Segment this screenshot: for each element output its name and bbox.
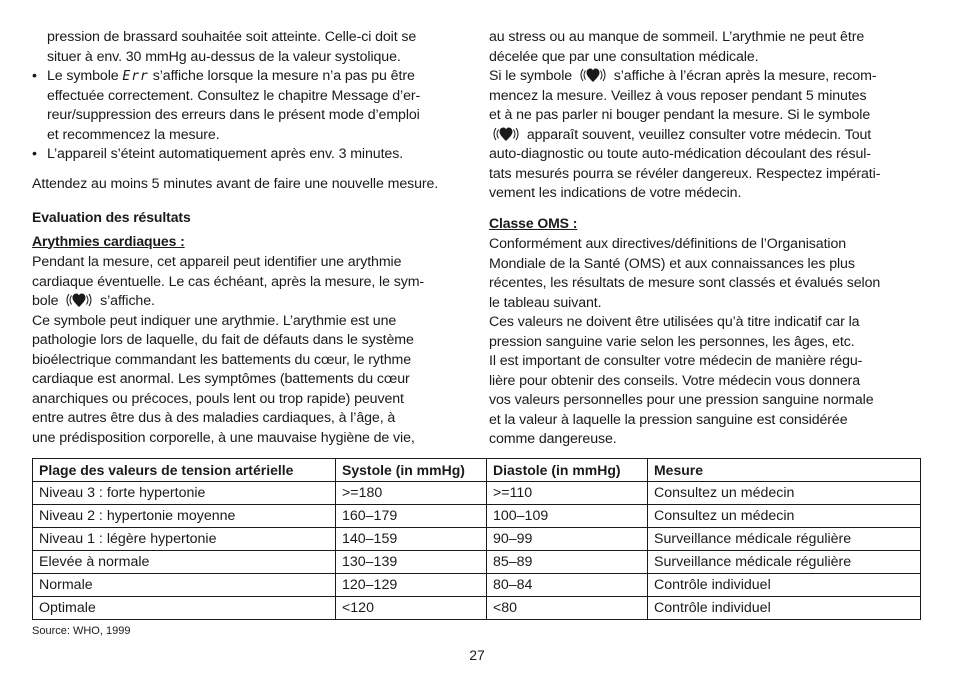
bullet-item-err: [32, 67, 470, 145]
text-line: au stress ou au manque de sommeil. L’arythmie ne peut être: [489, 29, 865, 45]
right-column: [489, 28, 929, 450]
table-row: [33, 597, 921, 620]
page-number: 27: [469, 647, 485, 663]
arrhythmia-heart-icon: [62, 292, 96, 308]
text-line: lière pour obtenir des conseils. Votre médecin vous donnera: [489, 372, 861, 389]
text-line: tats mesurés pourra se révéler dangereux. Respectez impérati-: [489, 165, 881, 182]
text-fragment: bole: [32, 293, 59, 309]
text-line: et la valeur à laquelle la pression sanguine est considérée: [489, 411, 848, 428]
text-fragment: Le symbole: [47, 68, 119, 84]
text-line: mencez la mesure. Veillez à vous reposer pendant 5 minutes: [489, 87, 867, 104]
text-line: auto-diagnostic ou toute auto-médication découlant des résul-: [489, 146, 871, 162]
text-fragment: s’affiche.: [100, 293, 155, 309]
text-line: vos valeurs personnelles pour une pression sanguine normale: [489, 392, 874, 408]
cell-systole: 160–179: [336, 505, 487, 528]
text-line: Attendez au moins 5 minutes avant de faire une nouvelle mesure.: [32, 175, 439, 192]
cell-diastole: 90–99: [487, 528, 648, 551]
text-line: et à ne pas parler ni bouger pendant la mesure. Si le symbole: [489, 107, 871, 123]
text-line: Pendant la mesure, cet appareil peut identifier une arythmie: [32, 254, 402, 270]
text-line: pression de brassard souhaitée soit atteinte. Celle-ci doit se: [47, 29, 417, 45]
cell-systole: >=180: [336, 482, 487, 505]
blood-pressure-table: [32, 458, 921, 620]
text-line: Mondiale de la Santé (OMS) et aux connaissances les plus: [489, 255, 855, 272]
text-line: [32, 292, 470, 312]
text-line: vement les indications de votre médecin.: [489, 185, 742, 201]
cell-measure: Surveillance médicale régulière: [648, 528, 921, 551]
source-note: Source: WHO, 1999: [32, 625, 131, 637]
table-row: [33, 482, 921, 505]
header-range: Plage des valeurs de tension artérielle: [33, 459, 336, 482]
cell-diastole: <80: [487, 597, 648, 620]
cell-measure: Consultez un médecin: [648, 482, 921, 505]
text-fragment: s’affiche lorsque la mesure n’a pas pu être: [152, 68, 415, 84]
cell-range: Niveau 1 : légère hypertonie: [33, 528, 336, 551]
text-line: Ce symbole peut indiquer une arythmie. L’arythmie est une: [32, 312, 397, 329]
table-row: [33, 574, 921, 597]
text-line: [489, 126, 929, 146]
table-row: [33, 505, 921, 528]
cell-measure: Surveillance médicale régulière: [648, 551, 921, 574]
cell-systole: 120–129: [336, 574, 487, 597]
text-line: décelée que par une consultation médicale.: [489, 48, 759, 65]
text-line: comme dangereuse.: [489, 431, 617, 447]
text-line: et recommencez la mesure.: [47, 126, 220, 143]
cell-measure: Contrôle individuel: [648, 597, 921, 620]
text-line: bioélectrique commandant les battements du cœur, le rythme: [32, 351, 412, 368]
text-line: Il est important de consulter votre médecin de manière régu-: [489, 353, 863, 369]
cell-range: Niveau 2 : hypertonie moyenne: [33, 505, 336, 528]
table-row: [33, 528, 921, 551]
text-line: Ces valeurs ne doivent être utilisées qu’à titre indicatif car la: [489, 314, 860, 330]
cell-measure: Consultez un médecin: [648, 505, 921, 528]
cell-systole: 140–159: [336, 528, 487, 551]
text-line: [489, 67, 929, 87]
text-line: une prédisposition corporelle, à une mauvaise hygiène de vie,: [32, 429, 415, 446]
text-line: situer à env. 30 mmHg au-dessus de la valeur systolique.: [47, 48, 401, 65]
cell-diastole: 100–109: [487, 505, 648, 528]
text-line: L’appareil s’éteint automatiquement après env. 3 minutes.: [47, 146, 404, 162]
text-line: pression sanguine varie selon les personnes, les âges, etc.: [489, 333, 855, 350]
table-row: [33, 551, 921, 574]
text-fragment: Si le symbole: [489, 68, 573, 84]
text-line: cardiaque éventuelle. Le cas échéant, après la mesure, le sym-: [32, 273, 425, 290]
cell-measure: Contrôle individuel: [648, 574, 921, 597]
text-line: le tableau suivant.: [489, 294, 602, 311]
cell-systole: <120: [336, 597, 487, 620]
subsection-heading: Arythmies cardiaques :: [32, 232, 185, 249]
arrhythmia-heart-icon: [489, 126, 523, 142]
err-symbol: Err: [122, 69, 149, 84]
header-diastole: Diastole (in mmHg): [487, 459, 648, 482]
text-line: entre autres être dus à des maladies cardiaques, à l’âge, à: [32, 410, 396, 426]
subsection-heading: Classe OMS :: [489, 214, 578, 231]
cell-range: Elevée à normale: [33, 551, 336, 574]
cell-diastole: 80–84: [487, 574, 648, 597]
cell-range: Niveau 3 : forte hypertonie: [33, 482, 336, 505]
table-header-row: [33, 459, 921, 482]
arrhythmia-heart-icon: [576, 67, 610, 83]
bullet-dot: •: [32, 146, 37, 162]
text-fragment: apparaît souvent, veuillez consulter votre médecin. Tout: [526, 126, 872, 143]
text-line: Conformément aux directives/définitions de l’Organisation: [489, 236, 847, 252]
cell-diastole: 85–89: [487, 551, 648, 574]
cell-systole: 130–139: [336, 551, 487, 574]
bullet-item-auto-off: [32, 145, 470, 165]
left-column: [32, 28, 470, 448]
cell-range: Normale: [33, 574, 336, 597]
header-systole: Systole (in mmHg): [336, 459, 487, 482]
header-measure: Mesure: [648, 459, 921, 482]
text-line: [47, 67, 470, 87]
cell-range: Optimale: [33, 597, 336, 620]
text-line: pathologie lors de laquelle, du fait de défauts dans le système: [32, 332, 414, 348]
text-line: cardiaque est anormal. Les symptômes (battements du cœur: [32, 371, 410, 387]
text-line: reur/suppression des erreurs dans le présent mode d’emploi: [47, 107, 420, 123]
text-line: anarchiques ou précoces, pouls lent ou trop rapide) peuvent: [32, 390, 404, 407]
section-heading: Evaluation des résultats: [32, 209, 191, 225]
text-line: récentes, les résultats de mesure sont classés et évalués selon: [489, 275, 881, 291]
text-line: effectuée correctement. Consultez le chapitre Message d’er-: [47, 87, 421, 104]
bullet-dot: •: [32, 68, 37, 84]
cell-diastole: >=110: [487, 482, 648, 505]
text-fragment: s’affiche à l’écran après la mesure, recom-: [613, 68, 877, 84]
